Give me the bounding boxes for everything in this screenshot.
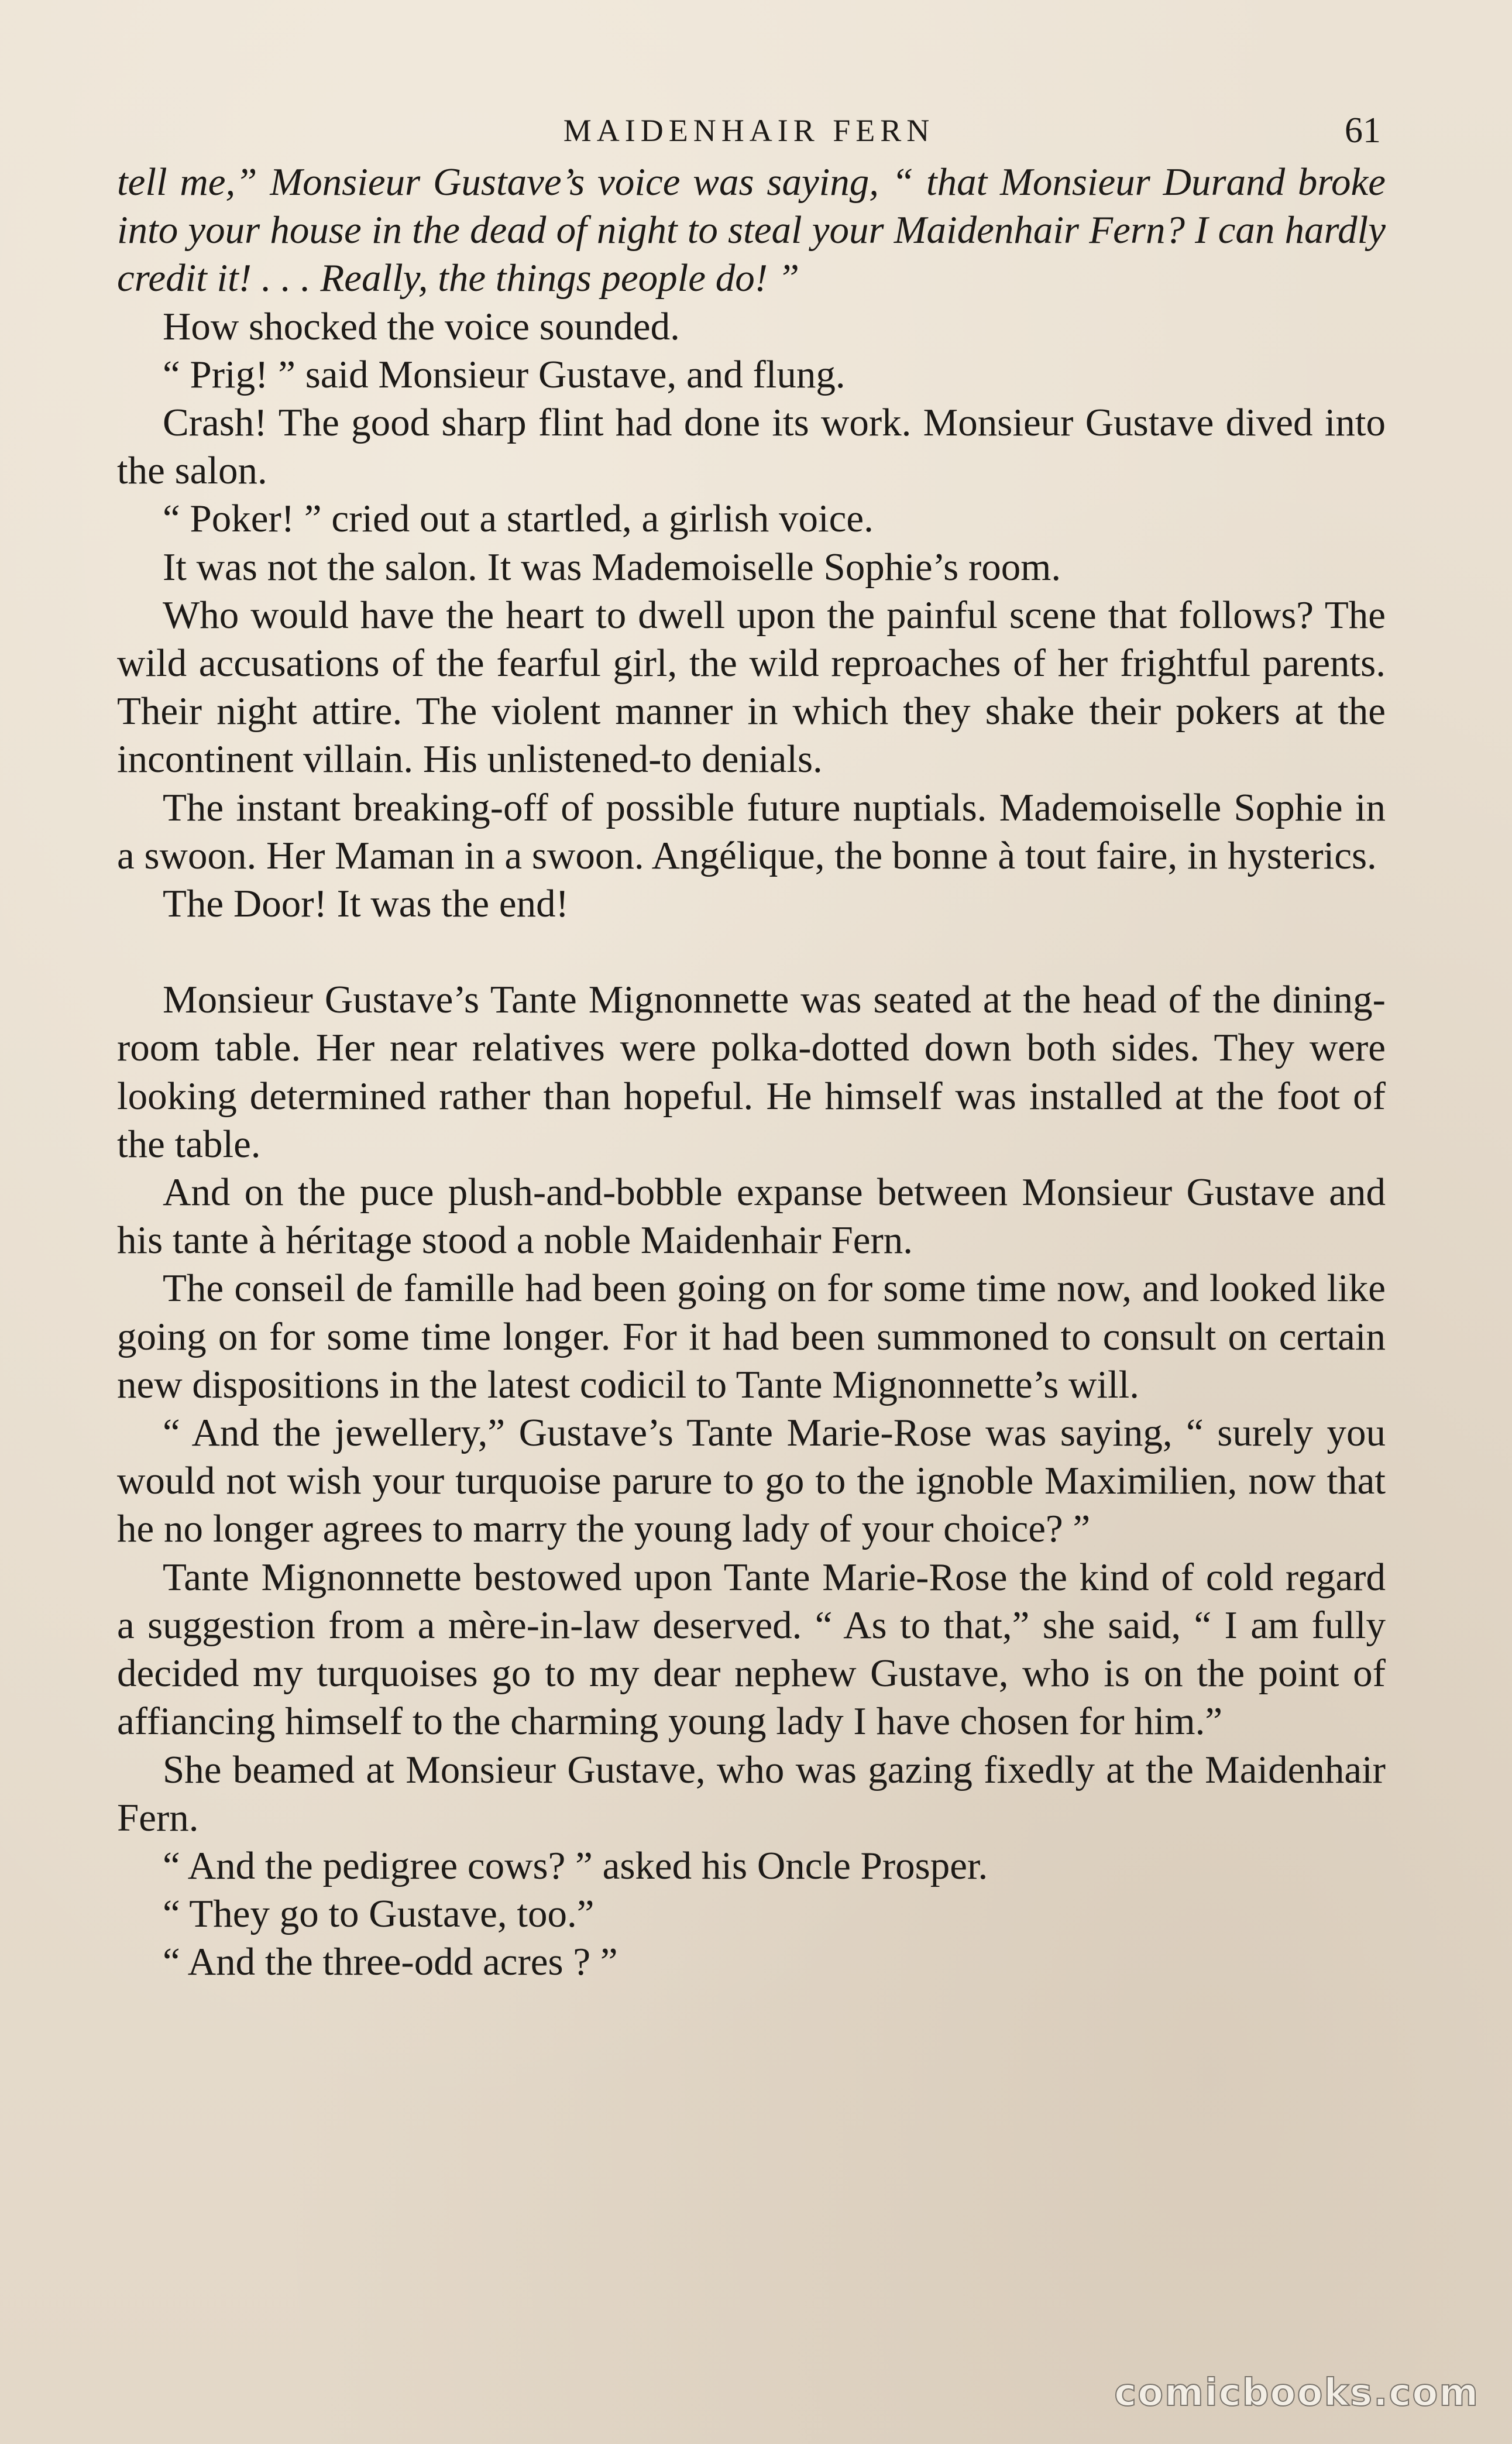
watermark: comicbooks.com [1114, 2371, 1479, 2415]
body-text [117, 158, 1386, 1986]
page-number: 61 [1345, 111, 1381, 150]
paragraph: The instant breaking-off of possible future nuptials. Mademoiselle Sophie in a swoon. Her Maman in a swoon. Angélique, the bonne à tout faire, in hysterics. [117, 785, 1386, 877]
paragraph: Crash! The good sharp flint had done its work. Monsieur Gustave dived into the salon. [117, 401, 1386, 493]
paragraph: Who would have the heart to dwell upon the painful scene that follows? The wild accusations of the fearful girl, the wild reproaches of her frightful parents. Their night attire. The violent manner in which they shake their pokers at the incontinent villain. His unlistened-to denials. [117, 593, 1386, 781]
paragraph-continuation: tell me,” Monsieur Gustave’s voice was saying, “ that Monsieur Durand broke into your house in the dead of night to steal your Maidenhair Fern? I can hardly credit it! . . . Really, the things people do! ” [117, 160, 1386, 300]
section-break [117, 928, 1386, 976]
paragraph: “ They go to Gustave, too.” [163, 1892, 595, 1936]
paragraph: And on the puce plush-and-bobble expanse between Monsieur Gustave and his tante à héritage stood a noble Maidenhair Fern. [117, 1170, 1386, 1262]
paragraph: Tante Mignonnette bestowed upon Tante Marie-Rose the kind of cold regard a suggestion from a mère-in-law deserved. “ As to that,” she said, “ I am fully decided my turquoises go to my dear nephew Gustave, who is on the point of affiancing himself to the charming young lady I have chosen for him.” [117, 1555, 1386, 1743]
paragraph: “ And the three-odd acres ? ” [163, 1940, 618, 1984]
running-head [117, 104, 1381, 157]
paragraph: “ And the jewellery,” Gustave’s Tante Marie-Rose was saying, “ surely you would not wish your turquoise parure to go to the ignoble Maximilien, now that he no longer agrees to marry the young lady of your choice? ” [117, 1411, 1386, 1551]
paragraph: “ Poker! ” cried out a startled, a girlish voice. [163, 497, 874, 541]
paragraph: “ And the pedigree cows? ” asked his Oncle Prosper. [163, 1844, 988, 1887]
running-title: MAIDENHAIR FERN [563, 113, 935, 148]
paragraph: Monsieur Gustave’s Tante Mignonnette was seated at the head of the dining-room table. Her near relatives were polka-dotted down both sides. They were looking determined rather than hopeful. He himself was installed at the foot of the table. [117, 978, 1386, 1166]
paragraph: The Door! It was the end! [163, 882, 569, 926]
paragraph: How shocked the voice sounded. [163, 304, 680, 348]
paragraph: The conseil de famille had been going on for some time now, and looked like going on for some time longer. For it had been summoned to consult on certain new dispositions in the latest codicil to Tante Mignonnette’s will. [117, 1266, 1386, 1406]
paragraph: It was not the salon. It was Mademoiselle Sophie’s room. [163, 545, 1061, 589]
paragraph: She beamed at Monsieur Gustave, who was gazing fixedly at the Maidenhair Fern. [117, 1748, 1386, 1839]
paragraph: “ Prig! ” said Monsieur Gustave, and flung. [163, 352, 846, 396]
